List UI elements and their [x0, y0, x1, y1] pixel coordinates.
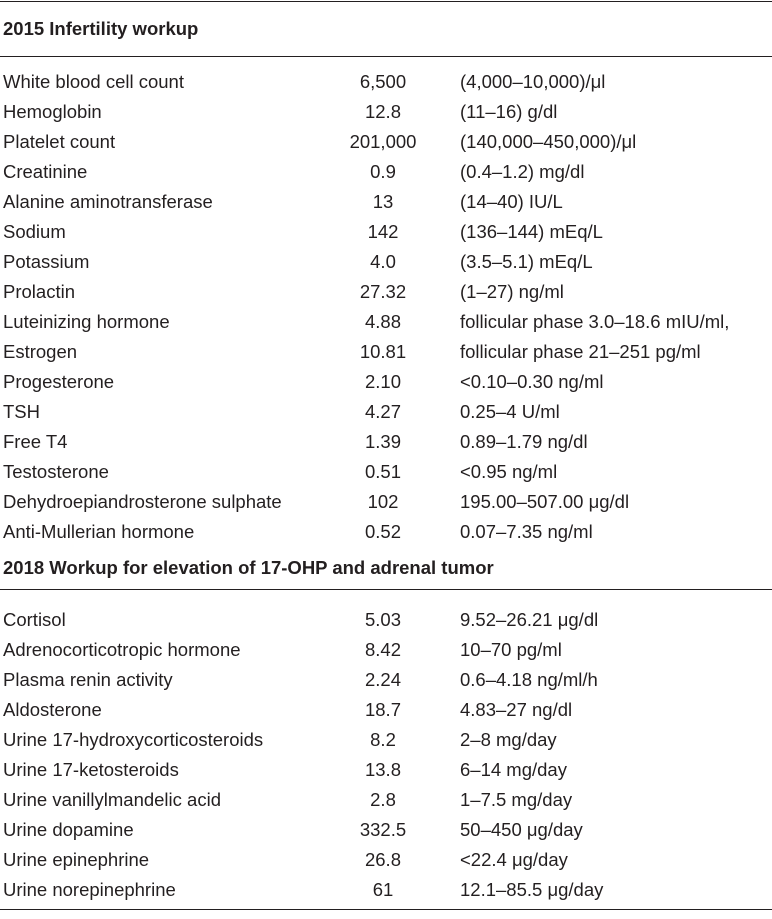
reference-range-cell: (11–16) g/dl: [460, 101, 558, 122]
table-row: [0, 307, 772, 337]
value-cell: 1.39: [364, 431, 401, 452]
value-cell: 13: [372, 191, 394, 212]
table-row: [0, 187, 772, 217]
value-cell: 10.81: [359, 341, 407, 362]
table-row: [0, 337, 772, 367]
value-cell: 5.03: [364, 609, 401, 630]
value-cell: 332.5: [359, 819, 407, 840]
table-row: [0, 695, 772, 725]
test-name-cell: Estrogen: [3, 341, 78, 362]
section-rule-2015: [0, 56, 772, 57]
value-cell: 27.32: [359, 281, 407, 302]
value-cell: 0.52: [364, 521, 401, 542]
test-name-cell: Free T4: [3, 431, 68, 452]
test-name-cell: Testosterone: [3, 461, 109, 482]
reference-range-cell: follicular phase 3.0–18.6 mIU/ml,: [460, 311, 730, 332]
test-name-cell: Adrenocorticotropic hormone: [3, 639, 241, 660]
bottom-rule: [0, 909, 772, 910]
section-rule-2018: [0, 589, 772, 590]
reference-range-cell: 6–14 mg/day: [460, 759, 567, 780]
test-name-cell: Urine norepinephrine: [3, 879, 176, 900]
reference-range-cell: <0.95 ng/ml: [460, 461, 558, 482]
reference-range-cell: 0.6–4.18 ng/ml/h: [460, 669, 598, 690]
table-row: [0, 427, 772, 457]
table-row: [0, 635, 772, 665]
test-name-cell: Sodium: [3, 221, 66, 242]
table-row: [0, 605, 772, 635]
section-rows-2015: [0, 67, 772, 547]
reference-range-cell: 4.83–27 ng/dl: [460, 699, 573, 720]
test-name-cell: Urine 17-ketosteroids: [3, 759, 179, 780]
section-rows-2018: [0, 605, 772, 905]
test-name-cell: Dehydroepiandrosterone sulphate: [3, 491, 282, 512]
value-cell: 6,500: [359, 71, 407, 92]
reference-range-cell: <0.10–0.30 ng/ml: [460, 371, 604, 392]
reference-range-cell: (14–40) IU/L: [460, 191, 563, 212]
table-row: [0, 127, 772, 157]
table-row: [0, 217, 772, 247]
reference-range-cell: 0.89–1.79 ng/dl: [460, 431, 588, 452]
test-name-cell: Potassium: [3, 251, 90, 272]
test-name-cell: Alanine aminotransferase: [3, 191, 213, 212]
test-name-cell: Aldosterone: [3, 699, 102, 720]
test-name-cell: Urine epinephrine: [3, 849, 150, 870]
test-name-cell: Urine dopamine: [3, 819, 134, 840]
top-rule: [0, 1, 772, 2]
table-row: [0, 67, 772, 97]
section-title-2018: 2018 Workup for elevation of 17-OHP and adrenal tumor: [3, 557, 494, 578]
test-name-cell: Platelet count: [3, 131, 116, 152]
value-cell: 102: [367, 491, 399, 512]
test-name-cell: Creatinine: [3, 161, 88, 182]
section-title-2015: 2015 Infertility workup: [3, 18, 199, 39]
reference-range-cell: follicular phase 21–251 pg/ml: [460, 341, 701, 362]
value-cell: 4.0: [370, 251, 396, 272]
value-cell: 0.9: [370, 161, 396, 182]
value-cell: 61: [372, 879, 394, 900]
value-cell: 2.10: [364, 371, 401, 392]
value-cell: 13.8: [364, 759, 401, 780]
table-row: [0, 517, 772, 547]
reference-range-cell: (0.4–1.2) mg/dl: [460, 161, 585, 182]
test-name-cell: Progesterone: [3, 371, 115, 392]
table-row: [0, 845, 772, 875]
test-name-cell: Urine vanillylmandelic acid: [3, 789, 221, 810]
table-row: [0, 397, 772, 427]
table-row: [0, 277, 772, 307]
reference-range-cell: 0.25–4 U/ml: [460, 401, 560, 422]
test-name-cell: Urine 17-hydroxycorticosteroids: [3, 729, 264, 750]
value-cell: 2.24: [364, 669, 401, 690]
table-row: [0, 755, 772, 785]
reference-range-cell: 1–7.5 mg/day: [460, 789, 573, 810]
value-cell: 0.51: [364, 461, 401, 482]
reference-range-cell: 195.00–507.00 μg/dl: [460, 491, 630, 512]
test-name-cell: Hemoglobin: [3, 101, 102, 122]
value-cell: 201,000: [349, 131, 417, 152]
table-row: [0, 815, 772, 845]
table-row: [0, 875, 772, 905]
test-name-cell: TSH: [3, 401, 40, 422]
reference-range-cell: (3.5–5.1) mEq/L: [460, 251, 593, 272]
table-row: [0, 367, 772, 397]
reference-range-cell: (136–144) mEq/L: [460, 221, 603, 242]
value-cell: 2.8: [370, 789, 396, 810]
test-name-cell: Prolactin: [3, 281, 75, 302]
value-cell: 142: [367, 221, 399, 242]
test-name-cell: Cortisol: [3, 609, 66, 630]
table-row: [0, 665, 772, 695]
reference-range-cell: 9.52–26.21 μg/dl: [460, 609, 599, 630]
test-name-cell: White blood cell count: [3, 71, 184, 92]
value-cell: 12.8: [364, 101, 401, 122]
test-name-cell: Luteinizing hormone: [3, 311, 170, 332]
test-name-cell: Anti-Mullerian hormone: [3, 521, 195, 542]
table-row: [0, 487, 772, 517]
reference-range-cell: 50–450 μg/day: [460, 819, 583, 840]
value-cell: 8.42: [364, 639, 401, 660]
reference-range-cell: 12.1–85.5 μg/day: [460, 879, 604, 900]
value-cell: 8.2: [370, 729, 396, 750]
test-name-cell: Plasma renin activity: [3, 669, 173, 690]
reference-range-cell: 0.07–7.35 ng/ml: [460, 521, 593, 542]
reference-range-cell: 2–8 mg/day: [460, 729, 557, 750]
table-row: [0, 157, 772, 187]
reference-range-cell: 10–70 pg/ml: [460, 639, 562, 660]
table-row: [0, 725, 772, 755]
reference-range-cell: <22.4 μg/day: [460, 849, 568, 870]
reference-range-cell: (4,000–10,000)/μl: [460, 71, 606, 92]
reference-range-cell: (1–27) ng/ml: [460, 281, 564, 302]
value-cell: 26.8: [364, 849, 401, 870]
table-row: [0, 97, 772, 127]
value-cell: 4.88: [364, 311, 401, 332]
table-row: [0, 785, 772, 815]
value-cell: 4.27: [364, 401, 401, 422]
reference-range-cell: (140,000–450,000)/μl: [460, 131, 637, 152]
table-row: [0, 247, 772, 277]
table-row: [0, 457, 772, 487]
value-cell: 18.7: [364, 699, 401, 720]
